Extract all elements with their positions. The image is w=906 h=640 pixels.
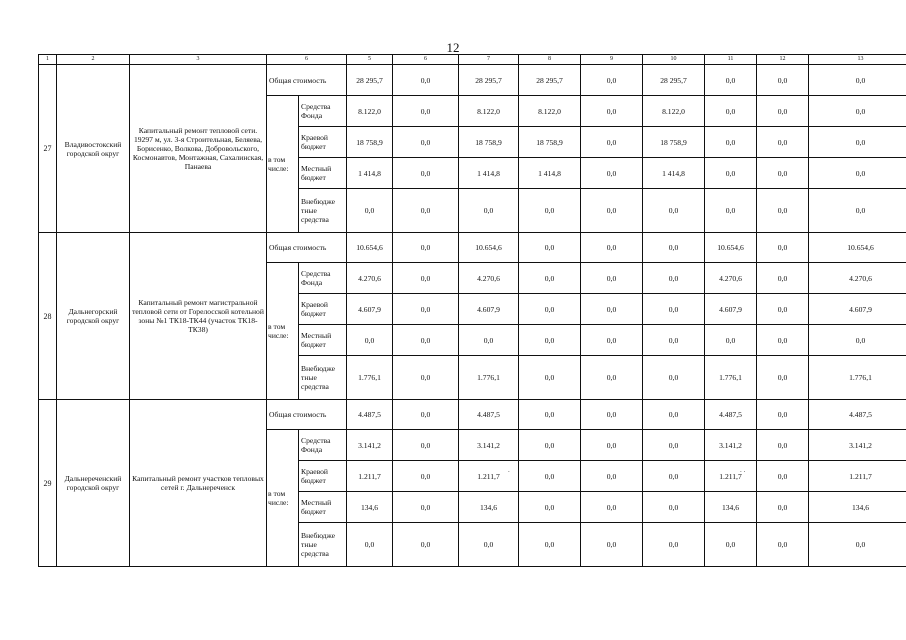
- funding-source-label: Средства Фонда: [299, 430, 347, 461]
- value-cell: 0,0: [581, 492, 643, 523]
- value-cell: 0,0: [581, 158, 643, 189]
- total-cost-label: Общая стоимость: [267, 65, 347, 96]
- value-cell: 0,0: [705, 325, 757, 356]
- value-cell: 4.607,9: [459, 294, 519, 325]
- value-cell: 0,0: [393, 400, 459, 430]
- funding-source-label: Местный бюджет: [299, 492, 347, 523]
- value-cell: 1 414,8: [519, 158, 581, 189]
- total-cost-label: Общая стоимость: [267, 400, 347, 430]
- row-number: 27: [39, 65, 57, 233]
- header-cell: 8: [519, 55, 581, 65]
- value-cell: 0,0: [643, 492, 705, 523]
- header-cell: 11: [705, 55, 757, 65]
- value-cell: 1.211,7: [347, 461, 393, 492]
- value-cell: 0,0: [757, 65, 809, 96]
- funding-source-label: Средства Фонда: [299, 263, 347, 294]
- value-cell: 0,0: [581, 263, 643, 294]
- financing-table: [38, 54, 906, 567]
- funding-source-label: Внебюдже тные средства: [299, 356, 347, 400]
- value-cell: 1.776,1: [347, 356, 393, 400]
- value-cell: 0,0: [581, 356, 643, 400]
- header-cell: 6: [393, 55, 459, 65]
- value-cell: 0,0: [581, 96, 643, 127]
- value-cell: 4.487,5: [347, 400, 393, 430]
- value-cell: 4.270,6: [705, 263, 757, 294]
- value-cell: 0,0: [519, 523, 581, 567]
- value-cell: 3.141,2: [809, 430, 906, 461]
- value-cell: 0,0: [519, 356, 581, 400]
- value-cell: 0,0: [705, 158, 757, 189]
- value-cell: 18 758,9: [519, 127, 581, 158]
- municipality-name: Владивостокский городской округ: [57, 65, 130, 233]
- header-row: [39, 55, 906, 65]
- funding-source-label: Внебюдже тные средства: [299, 189, 347, 233]
- project-description: Капитальный ремонт участков тепловых сетей г. Дальнереченск: [130, 400, 267, 567]
- value-cell: 1.211,7: [459, 461, 519, 492]
- funding-source-label: Местный бюджет: [299, 325, 347, 356]
- value-cell: 0,0: [705, 65, 757, 96]
- value-cell: 4.270,6: [347, 263, 393, 294]
- value-cell: 0,0: [581, 430, 643, 461]
- municipality-name: Дальнереченский городской округ: [57, 400, 130, 567]
- value-cell: 1.776,1: [705, 356, 757, 400]
- value-cell: 4.607,9: [705, 294, 757, 325]
- value-cell: 4.487,5: [705, 400, 757, 430]
- value-cell: 0,0: [809, 158, 906, 189]
- value-cell: 10.654,6: [347, 233, 393, 263]
- funding-source-label: Местный бюджет: [299, 158, 347, 189]
- value-cell: 0,0: [757, 127, 809, 158]
- value-cell: 4.487,5: [809, 400, 906, 430]
- value-cell: 8.122,0: [643, 96, 705, 127]
- value-cell: 0,0: [393, 523, 459, 567]
- value-cell: 0,0: [581, 461, 643, 492]
- value-cell: 0,0: [809, 65, 906, 96]
- row-number: 29: [39, 400, 57, 567]
- value-cell: 0,0: [393, 294, 459, 325]
- page-number: 12: [446, 40, 460, 55]
- value-cell: 18 758,9: [347, 127, 393, 158]
- header-cell: 6: [267, 55, 347, 65]
- value-cell: 4.270,6: [809, 263, 906, 294]
- header-cell: 3: [130, 55, 267, 65]
- header-cell: 1: [39, 55, 57, 65]
- value-cell: 4.270,6: [459, 263, 519, 294]
- value-cell: 0,0: [581, 523, 643, 567]
- value-cell: 4.607,9: [347, 294, 393, 325]
- value-cell: 0,0: [643, 356, 705, 400]
- value-cell: 0,0: [393, 96, 459, 127]
- value-cell: 0,0: [393, 492, 459, 523]
- value-cell: 0,0: [757, 96, 809, 127]
- value-cell: 0,0: [643, 294, 705, 325]
- value-cell: 0,0: [347, 325, 393, 356]
- value-cell: 0,0: [757, 189, 809, 233]
- value-cell: 0,0: [459, 325, 519, 356]
- value-cell: 0,0: [757, 356, 809, 400]
- value-cell: 1 414,8: [643, 158, 705, 189]
- value-cell: 0,0: [643, 189, 705, 233]
- value-cell: 0,0: [705, 96, 757, 127]
- value-cell: 0,0: [643, 523, 705, 567]
- value-cell: 0,0: [519, 263, 581, 294]
- value-cell: 1.211,7: [705, 461, 757, 492]
- value-cell: 3.141,2: [705, 430, 757, 461]
- value-cell: 0,0: [581, 189, 643, 233]
- value-cell: 0,0: [393, 430, 459, 461]
- header-cell: 10: [643, 55, 705, 65]
- value-cell: 0,0: [459, 523, 519, 567]
- value-cell: 0,0: [581, 65, 643, 96]
- value-cell: 0,0: [757, 400, 809, 430]
- scan-speck: .: [508, 466, 510, 474]
- including-label: в том числе:: [267, 263, 299, 400]
- value-cell: 0,0: [643, 325, 705, 356]
- value-cell: 0,0: [757, 492, 809, 523]
- value-cell: 0,0: [393, 233, 459, 263]
- value-cell: 0,0: [393, 127, 459, 158]
- value-cell: 0,0: [519, 492, 581, 523]
- value-cell: 18 758,9: [643, 127, 705, 158]
- value-cell: 0,0: [809, 325, 906, 356]
- value-cell: 0,0: [705, 127, 757, 158]
- value-cell: 0,0: [757, 430, 809, 461]
- value-cell: 18 758,9: [459, 127, 519, 158]
- value-cell: 0,0: [581, 325, 643, 356]
- value-cell: 0,0: [519, 461, 581, 492]
- value-cell: 4.487,5: [459, 400, 519, 430]
- project-description: Капитальный ремонт тепловой сети. 19297 м, ул. 3-я Строительная, Беляева, Борисенко, Волкова, Добровольского, Космонавтов, Монтажная, Сахалинская, Панаева: [130, 65, 267, 233]
- value-cell: 28 295,7: [519, 65, 581, 96]
- value-cell: 0,0: [809, 523, 906, 567]
- value-cell: 10.654,6: [809, 233, 906, 263]
- value-cell: 0,0: [643, 233, 705, 263]
- value-cell: 0,0: [643, 400, 705, 430]
- value-cell: 0,0: [519, 430, 581, 461]
- value-cell: 0,0: [705, 189, 757, 233]
- municipality-name: Дальнегорский городской округ: [57, 233, 130, 400]
- value-cell: 0,0: [393, 461, 459, 492]
- value-cell: 4.607,9: [809, 294, 906, 325]
- funding-source-label: Средства Фонда: [299, 96, 347, 127]
- value-cell: 0,0: [393, 356, 459, 400]
- value-cell: 0,0: [581, 294, 643, 325]
- value-cell: 28 295,7: [347, 65, 393, 96]
- value-cell: 0,0: [809, 127, 906, 158]
- value-cell: 0,0: [393, 189, 459, 233]
- value-cell: 0,0: [809, 96, 906, 127]
- value-cell: 10.654,6: [459, 233, 519, 263]
- value-cell: 8.122,0: [459, 96, 519, 127]
- scan-speck: . .: [740, 466, 746, 474]
- value-cell: 0,0: [393, 263, 459, 294]
- value-cell: 0,0: [519, 325, 581, 356]
- value-cell: 0,0: [581, 233, 643, 263]
- object-row-28: [39, 233, 906, 263]
- value-cell: 8.122,0: [519, 96, 581, 127]
- funding-source-label: Внебюдже тные средства: [299, 523, 347, 567]
- value-cell: 1 414,8: [347, 158, 393, 189]
- value-cell: 0,0: [757, 233, 809, 263]
- header-cell: 9: [581, 55, 643, 65]
- funding-source-label: Краевой бюджет: [299, 461, 347, 492]
- value-cell: 1.211,7: [809, 461, 906, 492]
- value-cell: 0,0: [393, 65, 459, 96]
- value-cell: 0,0: [519, 189, 581, 233]
- value-cell: 0,0: [393, 158, 459, 189]
- value-cell: 0,0: [581, 400, 643, 430]
- value-cell: 8.122,0: [347, 96, 393, 127]
- value-cell: 28 295,7: [459, 65, 519, 96]
- object-row-27: [39, 65, 906, 96]
- value-cell: 0,0: [519, 294, 581, 325]
- value-cell: 0,0: [519, 233, 581, 263]
- value-cell: 0,0: [705, 523, 757, 567]
- value-cell: 0,0: [393, 325, 459, 356]
- value-cell: 0,0: [757, 263, 809, 294]
- value-cell: 0,0: [643, 263, 705, 294]
- value-cell: 134,6: [347, 492, 393, 523]
- value-cell: 1.776,1: [809, 356, 906, 400]
- value-cell: 0,0: [581, 127, 643, 158]
- header-cell: 2: [57, 55, 130, 65]
- header-cell: 12: [757, 55, 809, 65]
- including-label: в том числе:: [267, 96, 299, 233]
- value-cell: 0,0: [757, 294, 809, 325]
- value-cell: 134,6: [809, 492, 906, 523]
- value-cell: 0,0: [757, 523, 809, 567]
- header-cell: 13: [809, 55, 906, 65]
- project-description: Капитальный ремонт магистральной тепловой сети от Горелосской котельной зоны №1 ТК18-ТК44 (участок ТК18-ТК38): [130, 233, 267, 400]
- value-cell: 0,0: [519, 400, 581, 430]
- row-number: 28: [39, 233, 57, 400]
- value-cell: 0,0: [757, 325, 809, 356]
- value-cell: 134,6: [705, 492, 757, 523]
- value-cell: 0,0: [809, 189, 906, 233]
- header-cell: 5: [347, 55, 393, 65]
- value-cell: 1 414,8: [459, 158, 519, 189]
- value-cell: 3.141,2: [459, 430, 519, 461]
- including-label: в том числе:: [267, 430, 299, 567]
- value-cell: 0,0: [643, 430, 705, 461]
- value-cell: 0,0: [347, 189, 393, 233]
- value-cell: 10.654,6: [705, 233, 757, 263]
- value-cell: 0,0: [459, 189, 519, 233]
- value-cell: 3.141,2: [347, 430, 393, 461]
- total-cost-label: Общая стоимость: [267, 233, 347, 263]
- header-cell: 7: [459, 55, 519, 65]
- value-cell: 1.776,1: [459, 356, 519, 400]
- value-cell: 0,0: [757, 461, 809, 492]
- object-row-29: [39, 400, 906, 430]
- value-cell: 134,6: [459, 492, 519, 523]
- value-cell: 0,0: [347, 523, 393, 567]
- funding-source-label: Краевой бюджет: [299, 127, 347, 158]
- funding-source-label: Краевой бюджет: [299, 294, 347, 325]
- value-cell: 28 295,7: [643, 65, 705, 96]
- value-cell: 0,0: [643, 461, 705, 492]
- value-cell: 0,0: [757, 158, 809, 189]
